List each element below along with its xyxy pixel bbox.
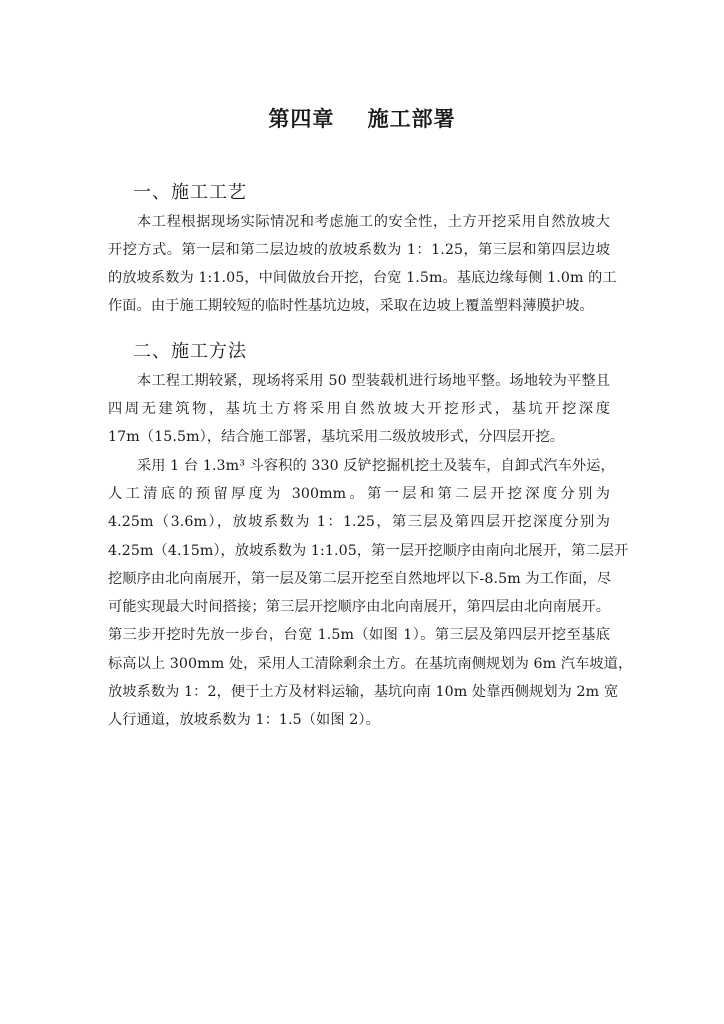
- paragraph-line: 四周无建筑物，基坑土方将采用自然放坡大开挖形式，基坑开挖深度: [108, 401, 610, 417]
- paragraph-line: 可能实现最大时间搭接；第三层开挖顺序由北向南展开，第四层由北向南展开。: [108, 599, 610, 615]
- paragraph-line: 17m（15.5m），结合施工部署，基坑采用二级放坡形式，分四层开挖。: [108, 429, 565, 445]
- paragraph-line: 本工程工期较紧，现场将采用 50 型装载机进行场地平整。场地较为平整且: [137, 373, 610, 389]
- section-heading-process: 一、施工工艺: [133, 182, 247, 203]
- paragraph-line: 挖顺序由北向南展开，第一层及第二层开挖至自然地坪以下-8.5m 为工作面，尽: [108, 571, 612, 587]
- paragraph-line: 采用 1 台 1.3m³ 斗容积的 330 反铲挖掘机挖土及装车，自卸式汽车外运，: [137, 458, 615, 474]
- paragraph-line: 人工清底的预留厚度为 300mm。第一层和第二层开挖深度分别为: [108, 486, 610, 502]
- paragraph-line: 标高以上 300mm 处，采用人工清除剩余土方。在基坑南侧规划为 6m 汽车坡道，: [108, 656, 633, 672]
- paragraph-line: 作面。由于施工期较短的临时性基坑边坡，采取在边坡上覆盖塑料薄膜护坡。: [108, 298, 594, 314]
- paragraph-line: 本工程根据现场实际情况和考虑施工的安全性，土方开挖采用自然放坡大: [137, 214, 610, 230]
- paragraph-line: 4.25m（3.6m），放坡系数为 1：1.25，第三层及第四层开挖深度分别为: [108, 514, 610, 530]
- paragraph-line: 人行通道，放坡系数为 1：1.5（如图 2）。: [108, 712, 380, 728]
- paragraph-line: 4.25m（4.15m），放坡系数为 1:1.05，第一层开挖顺序由南向北展开，第二层开: [108, 543, 629, 559]
- paragraph-line: 的放坡系数为 1:1.05，中间做放台开挖，台宽 1.5m。基底边缘每侧 1.0m 的工: [108, 270, 617, 286]
- paragraph-line: 开挖方式。第一层和第二层边坡的放坡系数为 1：1.25，第三层和第四层边坡: [108, 242, 610, 258]
- paragraph-line: 第三步开挖时先放一步台，台宽 1.5m（如图 1）。第三层及第四层开挖至基底: [108, 627, 610, 643]
- section-heading-method: 二、施工方法: [133, 341, 247, 362]
- paragraph-line: 放坡系数为 1：2，便于土方及材料运输，基坑向南 10m 处靠西侧规划为 2m 宽: [108, 684, 619, 700]
- chapter-title: 第四章 施工部署: [268, 107, 456, 131]
